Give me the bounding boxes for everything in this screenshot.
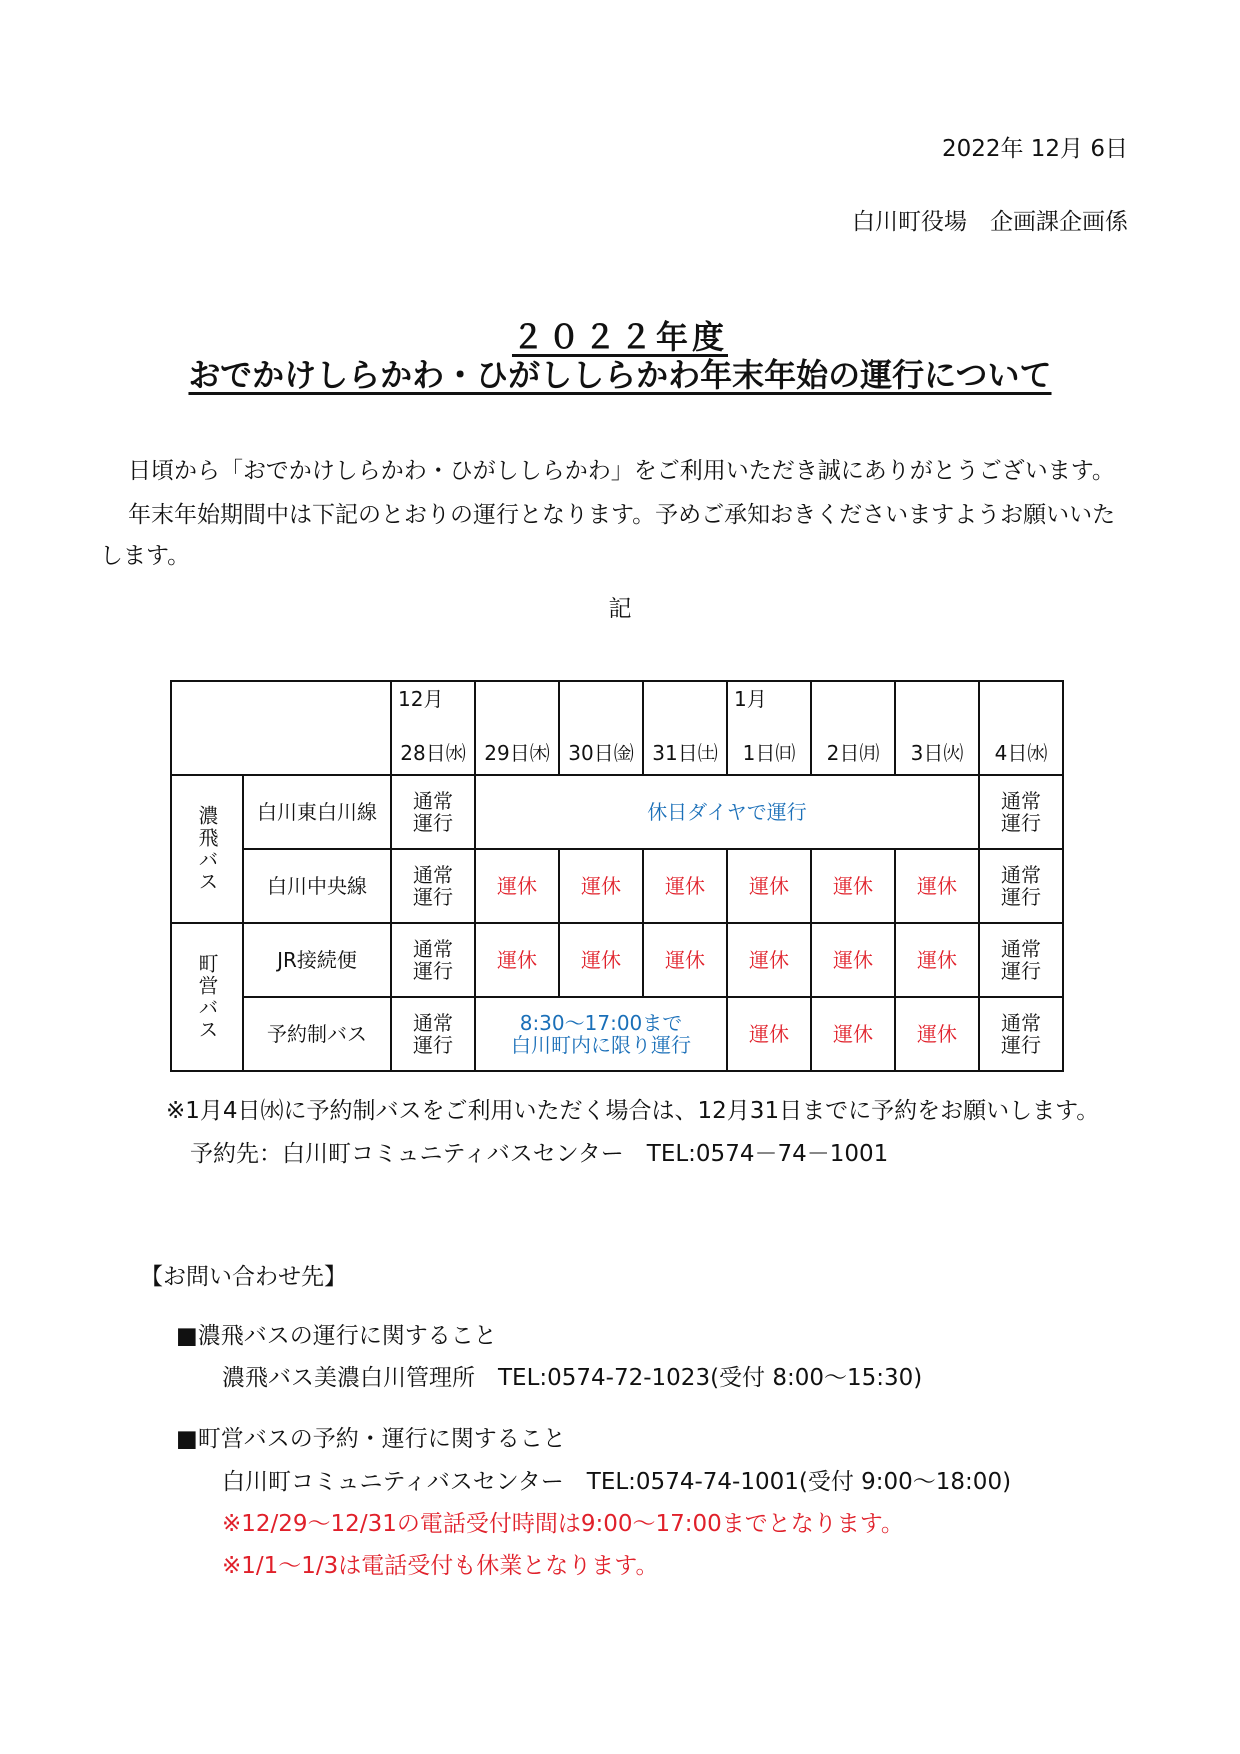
schedule-header-row	[171, 681, 1063, 775]
day-label: 28日㈬	[400, 741, 466, 765]
row-higashishirakawa	[171, 775, 1063, 849]
header-col-30	[559, 681, 643, 775]
status-line: 運行	[1001, 1033, 1041, 1057]
status-suspended: 運休	[559, 923, 643, 997]
town-contact-heading: ■町営バスの予約・運行に関すること	[176, 1426, 566, 1452]
status-suspended: 運休	[727, 849, 811, 923]
group-nohi-bus	[171, 775, 243, 923]
status-line: 通常	[1001, 789, 1041, 813]
day-label: 2日㈪	[826, 741, 880, 765]
header-col-3	[895, 681, 979, 775]
month-label: 12月	[398, 687, 444, 711]
route-name: 予約制バス	[243, 997, 391, 1071]
route-name: 白川東白川線	[243, 775, 391, 849]
status-line: 運行	[413, 1033, 453, 1057]
group-town-bus	[171, 923, 243, 1071]
group-label: 濃飛バス	[195, 805, 219, 893]
day-label: 30日㈮	[568, 741, 634, 765]
month-label: 1月	[734, 687, 767, 711]
status-suspended: 運休	[811, 923, 895, 997]
intro-line-1: 日頃から「おでかけしらかわ・ひがししらかわ」をご利用いただき誠にありがとうございます。	[128, 458, 1115, 484]
nohi-contact-heading: ■濃飛バスの運行に関すること	[176, 1323, 497, 1349]
status-line: 通常	[413, 789, 453, 813]
status-normal	[391, 923, 475, 997]
header-col-4	[979, 681, 1063, 775]
status-line: 通常	[413, 937, 453, 961]
header-col-1	[727, 681, 811, 775]
status-suspended: 運休	[895, 923, 979, 997]
header-col-29	[475, 681, 559, 775]
status-line: 通常	[1001, 937, 1041, 961]
status-line: 運行	[413, 885, 453, 909]
row-reservation-bus	[171, 997, 1063, 1071]
status-line: 運行	[1001, 885, 1041, 909]
status-suspended: 運休	[727, 923, 811, 997]
status-line: 運行	[413, 811, 453, 835]
intro-line-2: 年末年始期間中は下記のとおりの運行となります。予めご承知おきくださいますようお願いいた	[128, 502, 1116, 528]
header-col-31	[643, 681, 727, 775]
status-normal	[391, 775, 475, 849]
town-contact-note-1: ※12/29～12/31の電話受付時間は9:00～17:00までとなります。	[222, 1511, 904, 1537]
limited-service-hours: 8:30～17:00まで	[519, 1011, 683, 1035]
status-line: 通常	[413, 863, 453, 887]
status-suspended: 運休	[895, 849, 979, 923]
schedule-table	[170, 680, 1064, 1072]
route-name: JR接続便	[243, 923, 391, 997]
status-line: 通常	[1001, 1011, 1041, 1035]
status-suspended: 運休	[811, 849, 895, 923]
status-line: 通常	[1001, 863, 1041, 887]
status-suspended: 運休	[643, 849, 727, 923]
status-suspended: 運休	[475, 923, 559, 997]
status-normal	[391, 849, 475, 923]
day-label: 3日㈫	[910, 741, 964, 765]
issuing-department: 白川町役場 企画課企画係	[852, 209, 1128, 235]
day-label: 29日㈭	[484, 741, 550, 765]
town-contact-detail: 白川町コミュニティバスセンター TEL:0574-74-1001(受付 9:00～18:00)	[222, 1469, 1012, 1495]
status-limited-service	[475, 997, 727, 1071]
status-suspended: 運休	[643, 923, 727, 997]
day-label: 1日㈰	[742, 741, 796, 765]
header-col-28	[391, 681, 475, 775]
row-jr-connection	[171, 923, 1063, 997]
nohi-contact-detail: 濃飛バス美濃白川管理所 TEL:0574-72-1023(受付 8:00～15:30)	[222, 1365, 923, 1391]
limited-service-area: 白川町内に限り運行	[511, 1033, 691, 1057]
status-suspended: 運休	[895, 997, 979, 1071]
title-year: ２０２２年度	[511, 318, 728, 356]
status-suspended: 運休	[475, 849, 559, 923]
status-suspended: 運休	[559, 849, 643, 923]
status-line: 運行	[1001, 959, 1041, 983]
document-date: 2022年 12月 6日	[941, 136, 1128, 162]
day-label: 31日㈯	[652, 741, 718, 765]
town-contact-note-2: ※1/1～1/3は電話受付も休業となります。	[222, 1553, 659, 1579]
status-normal	[979, 997, 1063, 1071]
status-suspended: 運休	[811, 997, 895, 1071]
status-line: 運行	[413, 959, 453, 983]
status-holiday-schedule: 休日ダイヤで運行	[475, 775, 979, 849]
title-main: おでかけしらかわ・ひがししらかわ年末年始の運行について	[188, 356, 1052, 394]
route-name: 白川中央線	[243, 849, 391, 923]
header-col-2	[811, 681, 895, 775]
day-label: 4日㈬	[994, 741, 1048, 765]
reservation-contact: 予約先：白川町コミュニティバスセンター TEL:0574－74－1001	[190, 1141, 889, 1167]
status-normal	[979, 923, 1063, 997]
status-line: 通常	[413, 1011, 453, 1035]
reservation-note: ※1月4日㈬に予約制バスをご利用いただく場合は、12月31日までに予約をお願いします。	[166, 1098, 1100, 1124]
contact-heading: 【お問い合わせ先】	[140, 1264, 347, 1290]
status-suspended: 運休	[727, 997, 811, 1071]
status-normal	[979, 775, 1063, 849]
intro-line-3: します。	[100, 543, 191, 569]
status-line: 運行	[1001, 811, 1041, 835]
ki-marker: 記	[608, 596, 632, 622]
row-chuo	[171, 849, 1063, 923]
status-normal	[391, 997, 475, 1071]
group-label: 町営バス	[195, 953, 219, 1041]
header-blank-cell	[171, 681, 391, 775]
status-normal	[979, 849, 1063, 923]
